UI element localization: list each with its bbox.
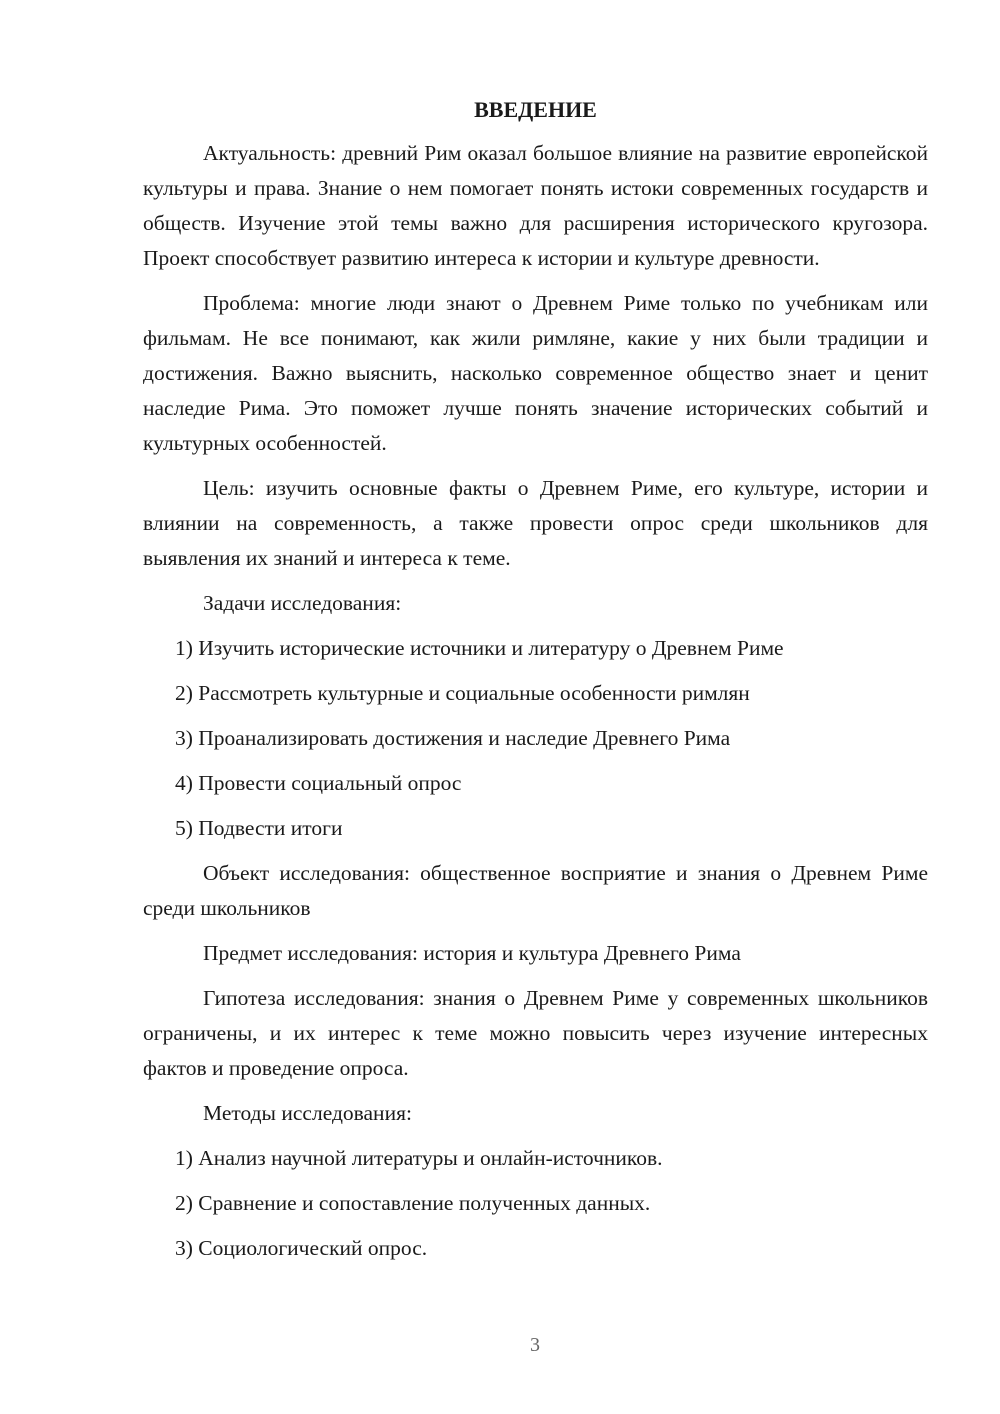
document-page [143,96,928,1276]
page-number: 3 [530,1334,540,1356]
list-item: 1) Изучить исторические источники и литературу о Древнем Риме [175,636,784,660]
methods-heading: Методы исследования: [203,1101,412,1125]
list-item: 1) Анализ научной литературы и онлайн-источников. [175,1146,663,1170]
tasks-list [143,631,928,846]
list-item: 3) Социологический опрос. [175,1236,428,1260]
tasks-heading: Задачи исследования: [203,591,402,615]
list-item: 4) Провести социальный опрос [175,771,462,795]
list-item: 2) Рассмотреть культурные и социальные особенности римлян [175,681,750,705]
goal-paragraph: Цель: изучить основные факты о Древнем Риме, его культуре, истории и влиянии на современность, а также провести опрос среди школьников для выявления их знаний и интереса к теме. [143,476,928,570]
relevance-paragraph: Актуальность: древний Рим оказал большое влияние на развитие европейской культуры и права. Знание о нем помогает понять истоки современных государств и обществ. Изучение этой темы важно для расширения исторического кругозора. Проект способствует развитию интереса к истории и культуре древности. [143,141,928,270]
object-paragraph: Объект исследования: общественное восприятие и знания о Древнем Риме среди школьников [143,861,928,920]
hypothesis-paragraph: Гипотеза исследования: знания о Древнем Риме у современных школьников ограничены, и их интерес к теме можно повысить через изучение интересных фактов и проведение опроса. [143,986,928,1080]
list-item: 2) Сравнение и сопоставление полученных данных. [175,1191,651,1215]
list-item: 3) Проанализировать достижения и наследие Древнего Рима [175,726,731,750]
problem-paragraph: Проблема: многие люди знают о Древнем Риме только по учебникам или фильмам. Не все понимают, как жили римляне, какие у них были традиции и достижения. Важно выяснить, насколько современное общество знает и ценит наследие Рима. Это поможет лучше понять значение исторических событий и культурных особенностей. [143,291,928,455]
subject-paragraph: Предмет исследования: история и культура Древнего Рима [203,941,741,965]
list-item: 5) Подвести итоги [175,816,343,840]
methods-list [143,1141,928,1266]
page-title: ВВЕДЕНИЕ [474,97,597,122]
